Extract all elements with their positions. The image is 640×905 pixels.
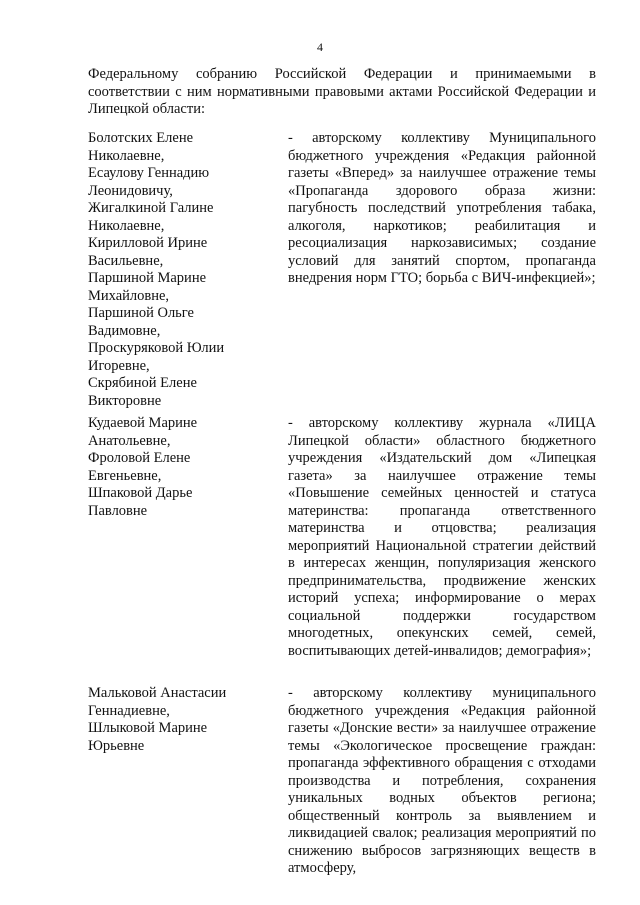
recipient-names: Болотских Елене Николаевне, Есаулову Геннадию Леонидовичу, Жигалкиной Галине Николаевне, Кирилловой Ирине Васильевне, Паршиной Марине Михайловне, Паршиной Ольге Вадимовне, Проскуряковой Юлии Игоревне, Скрябиной Елене Викторовне: [88, 130, 225, 409]
award-description: - авторскому коллективу журнала «ЛИЦА Липецкой области» областного бюджетного учреждения «Издательский дом «Липецкая газета» за наилучшее отражение темы «Повышение семейных ценностей и статуса материнства: пропаганда ответственного материнства и отцовства; реализация мероприятий Национальной стратегии действий в интересах женщин, популяризация женского предпринимательства, продвижение женских историй успеха; информирование о мерах социальной поддержки государством многодетных, опекунских семей, семей, воспитывающих детей-инвалидов; демография»;: [288, 415, 596, 659]
award-description: - авторскому коллективу Муниципального бюджетного учреждения «Редакция районной газеты «Вперед» за наилучшее отражение темы «Пропаганда здорового образа жизни: пагубность последствий употребления табака, алкоголя, наркотиков; реабилитация и ресоциализация наркозависимых; создание условий для занятий спортом, пропаганда внедрения норм ГТО; борьба с ВИЧ-инфекцией»;: [288, 130, 596, 286]
intro-paragraph: Федеральному собранию Российской Федерации и принимаемыми в соответствии с ним нормативными правовыми актами Российской Федерации и Липецкой области:: [88, 66, 596, 117]
recipient-names: Мальковой Анастасии Геннадиевне, Шлыковой Марине Юрьевне: [88, 685, 227, 754]
recipient-names: Кудаевой Марине Анатольевне, Фроловой Елене Евгеньевне, Шпаковой Дарье Павловне: [88, 415, 198, 519]
award-description: - авторскому коллективу муниципального бюджетного учреждения «Редакция районной газеты «Донские вести» за наилучшее отражение темы «Экологическое просвещение граждан: пропаганда эффективного обращения с отходами производства и потребления, сохранения уникальных водных объектов региона; общественный контроль за выявлением и ликвидацией свалок; реализация мероприятий по снижению выбросов загрязняющих веществ в атмосферу,: [288, 685, 596, 876]
page-number: 4: [317, 40, 323, 54]
